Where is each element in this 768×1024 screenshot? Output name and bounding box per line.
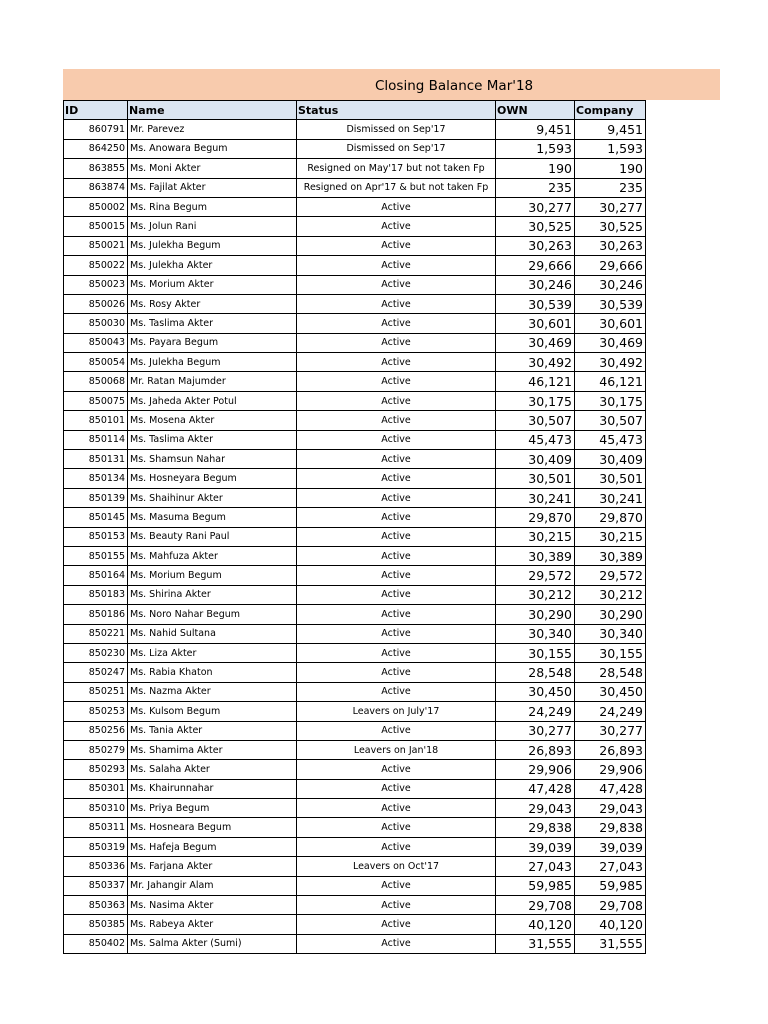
cell-name[interactable]: Ms. Morium Akter: [128, 275, 297, 294]
balance-table: [63, 100, 646, 954]
cell-own[interactable]: 59,985: [496, 876, 575, 895]
cell-own[interactable]: 190: [496, 159, 575, 178]
cell-own[interactable]: 29,043: [496, 799, 575, 818]
cell-own[interactable]: 46,121: [496, 372, 575, 391]
cell-company[interactable]: 29,906: [575, 760, 646, 779]
sheet-title: Closing Balance Mar'18: [375, 78, 534, 94]
cell-company[interactable]: 30,450: [575, 682, 646, 701]
cell-id[interactable]: 850402: [64, 934, 128, 953]
cell-id[interactable]: 863874: [64, 178, 128, 197]
cell-company[interactable]: 26,893: [575, 740, 646, 759]
table-row: [64, 643, 646, 662]
cell-name[interactable]: Ms. Moni Akter: [128, 159, 297, 178]
cell-company[interactable]: 30,246: [575, 275, 646, 294]
cell-id[interactable]: 850183: [64, 585, 128, 604]
table-row: [64, 353, 646, 372]
cell-name[interactable]: Ms. Hosneara Begum: [128, 818, 297, 837]
table-body: [64, 120, 646, 954]
cell-status[interactable]: Active: [297, 837, 496, 856]
cell-company[interactable]: 30,340: [575, 624, 646, 643]
cell-company[interactable]: 235: [575, 178, 646, 197]
cell-own[interactable]: 9,451: [496, 120, 575, 139]
cell-name[interactable]: Ms. Fajilat Akter: [128, 178, 297, 197]
table-row: [64, 256, 646, 275]
cell-name[interactable]: Ms. Taslima Akter: [128, 314, 297, 333]
cell-own[interactable]: 30,525: [496, 217, 575, 236]
cell-status[interactable]: Dismissed on Sep'17: [297, 120, 496, 139]
cell-company[interactable]: 28,548: [575, 663, 646, 682]
cell-id[interactable]: 850153: [64, 527, 128, 546]
cell-name[interactable]: Ms. Hafeja Begum: [128, 837, 297, 856]
cell-id[interactable]: 850068: [64, 372, 128, 391]
table-row: [64, 411, 646, 430]
cell-own[interactable]: 30,601: [496, 314, 575, 333]
table-row: [64, 624, 646, 643]
cell-own[interactable]: 28,548: [496, 663, 575, 682]
cell-own[interactable]: 26,893: [496, 740, 575, 759]
cell-own[interactable]: 29,572: [496, 566, 575, 585]
table-row: [64, 779, 646, 798]
cell-own[interactable]: 30,155: [496, 643, 575, 662]
cell-own[interactable]: 30,212: [496, 585, 575, 604]
cell-company[interactable]: 29,043: [575, 799, 646, 818]
cell-id[interactable]: 850251: [64, 682, 128, 701]
cell-company[interactable]: 30,469: [575, 333, 646, 352]
cell-id[interactable]: 850186: [64, 605, 128, 624]
cell-status[interactable]: Active: [297, 915, 496, 934]
cell-id[interactable]: 850311: [64, 818, 128, 837]
table-row: [64, 702, 646, 721]
cell-name[interactable]: Ms. Rosy Akter: [128, 294, 297, 313]
cell-name[interactable]: Ms. Liza Akter: [128, 643, 297, 662]
table-row: [64, 372, 646, 391]
cell-id[interactable]: 850030: [64, 314, 128, 333]
table-row: [64, 120, 646, 139]
cell-name[interactable]: Ms. Kulsom Begum: [128, 702, 297, 721]
cell-name[interactable]: Mr. Parevez: [128, 120, 297, 139]
cell-company[interactable]: 30,409: [575, 450, 646, 469]
table-row: [64, 236, 646, 255]
cell-company[interactable]: 1,593: [575, 139, 646, 158]
cell-id[interactable]: 850022: [64, 256, 128, 275]
cell-id[interactable]: 850385: [64, 915, 128, 934]
cell-name[interactable]: Ms. Mahfuza Akter: [128, 546, 297, 565]
cell-own[interactable]: 29,666: [496, 256, 575, 275]
cell-own[interactable]: 235: [496, 178, 575, 197]
cell-name[interactable]: Ms. Priya Begum: [128, 799, 297, 818]
cell-id[interactable]: 850301: [64, 779, 128, 798]
cell-company[interactable]: 30,175: [575, 391, 646, 410]
header-row: [64, 101, 646, 120]
cell-name[interactable]: Ms. Shirina Akter: [128, 585, 297, 604]
cell-own[interactable]: 30,539: [496, 294, 575, 313]
cell-name[interactable]: Ms. Beauty Rani Paul: [128, 527, 297, 546]
cell-company[interactable]: 46,121: [575, 372, 646, 391]
cell-status[interactable]: Active: [297, 314, 496, 333]
header-company[interactable]: Company: [575, 101, 646, 120]
cell-name[interactable]: Ms. Rabeya Akter: [128, 915, 297, 934]
cell-name[interactable]: Ms. Anowara Begum: [128, 139, 297, 158]
cell-company[interactable]: 30,525: [575, 217, 646, 236]
table-row: [64, 837, 646, 856]
header-id[interactable]: ID: [64, 101, 128, 120]
cell-company[interactable]: 30,492: [575, 353, 646, 372]
cell-status[interactable]: Active: [297, 256, 496, 275]
cell-id[interactable]: 850256: [64, 721, 128, 740]
cell-status[interactable]: Active: [297, 643, 496, 662]
cell-status[interactable]: Active: [297, 469, 496, 488]
cell-own[interactable]: 30,389: [496, 546, 575, 565]
table-row: [64, 314, 646, 333]
cell-id[interactable]: 850279: [64, 740, 128, 759]
cell-name[interactable]: Ms. Hosneyara Begum: [128, 469, 297, 488]
cell-status[interactable]: Active: [297, 527, 496, 546]
table-row: [64, 469, 646, 488]
cell-company[interactable]: 29,708: [575, 896, 646, 915]
cell-status[interactable]: Active: [297, 294, 496, 313]
table-row: [64, 139, 646, 158]
cell-name[interactable]: Ms. Farjana Akter: [128, 857, 297, 876]
cell-own[interactable]: 30,215: [496, 527, 575, 546]
cell-status[interactable]: Active: [297, 236, 496, 255]
cell-company[interactable]: 40,120: [575, 915, 646, 934]
cell-own[interactable]: 30,290: [496, 605, 575, 624]
cell-id[interactable]: 850026: [64, 294, 128, 313]
table-row: [64, 508, 646, 527]
cell-id[interactable]: 850319: [64, 837, 128, 856]
cell-status[interactable]: Active: [297, 624, 496, 643]
cell-company[interactable]: 29,572: [575, 566, 646, 585]
cell-own[interactable]: 47,428: [496, 779, 575, 798]
cell-own[interactable]: 30,277: [496, 721, 575, 740]
cell-status[interactable]: Active: [297, 721, 496, 740]
table-row: [64, 294, 646, 313]
cell-company[interactable]: 29,838: [575, 818, 646, 837]
cell-company[interactable]: 30,601: [575, 314, 646, 333]
cell-company[interactable]: 30,539: [575, 294, 646, 313]
cell-own[interactable]: 29,708: [496, 896, 575, 915]
cell-id[interactable]: 864250: [64, 139, 128, 158]
cell-own[interactable]: 40,120: [496, 915, 575, 934]
cell-name[interactable]: Ms. Shaihinur Akter: [128, 488, 297, 507]
table-row: [64, 546, 646, 565]
cell-status[interactable]: Active: [297, 372, 496, 391]
cell-own[interactable]: 30,241: [496, 488, 575, 507]
cell-company[interactable]: 30,263: [575, 236, 646, 255]
table-row: [64, 527, 646, 546]
cell-id[interactable]: 863855: [64, 159, 128, 178]
cell-company[interactable]: 190: [575, 159, 646, 178]
cell-id[interactable]: 850101: [64, 411, 128, 430]
cell-name[interactable]: Ms. Shamsun Nahar: [128, 450, 297, 469]
cell-company[interactable]: 30,212: [575, 585, 646, 604]
cell-id[interactable]: 850155: [64, 546, 128, 565]
cell-status[interactable]: Leavers on Oct'17: [297, 857, 496, 876]
cell-id[interactable]: 850075: [64, 391, 128, 410]
cell-name[interactable]: Ms. Salma Akter (Sumi): [128, 934, 297, 953]
cell-id[interactable]: 850310: [64, 799, 128, 818]
cell-status[interactable]: Active: [297, 566, 496, 585]
cell-id[interactable]: 850139: [64, 488, 128, 507]
cell-status[interactable]: Active: [297, 488, 496, 507]
table-row: [64, 799, 646, 818]
cell-company[interactable]: 45,473: [575, 430, 646, 449]
cell-company[interactable]: 31,555: [575, 934, 646, 953]
table-row: [64, 682, 646, 701]
cell-status[interactable]: Resigned on May'17 but not taken Fp: [297, 159, 496, 178]
cell-company[interactable]: 30,215: [575, 527, 646, 546]
cell-id[interactable]: 850363: [64, 896, 128, 915]
cell-company[interactable]: 47,428: [575, 779, 646, 798]
cell-id[interactable]: 850134: [64, 469, 128, 488]
table-row: [64, 488, 646, 507]
cell-status[interactable]: Active: [297, 411, 496, 430]
table-row: [64, 934, 646, 953]
table-row: [64, 391, 646, 410]
cell-name[interactable]: Ms. Tania Akter: [128, 721, 297, 740]
table-row: [64, 217, 646, 236]
cell-name[interactable]: Ms. Noro Nahar Begum: [128, 605, 297, 624]
cell-company[interactable]: 9,451: [575, 120, 646, 139]
cell-id[interactable]: 860791: [64, 120, 128, 139]
table-row: [64, 876, 646, 895]
cell-id[interactable]: 850337: [64, 876, 128, 895]
cell-status[interactable]: Active: [297, 508, 496, 527]
table-row: [64, 159, 646, 178]
cell-status[interactable]: Active: [297, 275, 496, 294]
table-row: [64, 566, 646, 585]
cell-own[interactable]: 30,450: [496, 682, 575, 701]
table-row: [64, 605, 646, 624]
cell-id[interactable]: 850145: [64, 508, 128, 527]
cell-name[interactable]: Mr. Jahangir Alam: [128, 876, 297, 895]
cell-own[interactable]: 30,340: [496, 624, 575, 643]
table-row: [64, 896, 646, 915]
cell-name[interactable]: Ms. Jolun Rani: [128, 217, 297, 236]
cell-status[interactable]: Active: [297, 546, 496, 565]
cell-status[interactable]: Active: [297, 585, 496, 604]
cell-own[interactable]: 30,507: [496, 411, 575, 430]
cell-name[interactable]: Ms. Khairunnahar: [128, 779, 297, 798]
cell-id[interactable]: 850336: [64, 857, 128, 876]
cell-company[interactable]: 30,501: [575, 469, 646, 488]
table-row: [64, 818, 646, 837]
cell-status[interactable]: Active: [297, 876, 496, 895]
cell-status[interactable]: Leavers on Jan'18: [297, 740, 496, 759]
cell-id[interactable]: 850054: [64, 353, 128, 372]
spreadsheet: [63, 69, 720, 954]
cell-id[interactable]: 850221: [64, 624, 128, 643]
cell-id[interactable]: 850230: [64, 643, 128, 662]
cell-own[interactable]: 27,043: [496, 857, 575, 876]
table-row: [64, 430, 646, 449]
cell-status[interactable]: Active: [297, 799, 496, 818]
cell-own[interactable]: 30,492: [496, 353, 575, 372]
cell-status[interactable]: Active: [297, 197, 496, 216]
cell-id[interactable]: 850293: [64, 760, 128, 779]
cell-own[interactable]: 45,473: [496, 430, 575, 449]
table-row: [64, 585, 646, 604]
cell-status[interactable]: Resigned on Apr'17 & but not taken Fp: [297, 178, 496, 197]
cell-own[interactable]: 30,246: [496, 275, 575, 294]
title-band: [63, 69, 720, 100]
cell-status[interactable]: Active: [297, 934, 496, 953]
table-row: [64, 333, 646, 352]
header-own[interactable]: OWN: [496, 101, 575, 120]
table-row: [64, 275, 646, 294]
cell-own[interactable]: 30,277: [496, 197, 575, 216]
cell-status[interactable]: Active: [297, 605, 496, 624]
cell-status[interactable]: Active: [297, 430, 496, 449]
cell-company[interactable]: 30,389: [575, 546, 646, 565]
cell-company[interactable]: 30,155: [575, 643, 646, 662]
cell-company[interactable]: 30,290: [575, 605, 646, 624]
table-row: [64, 857, 646, 876]
cell-own[interactable]: 31,555: [496, 934, 575, 953]
cell-status[interactable]: Active: [297, 779, 496, 798]
cell-status[interactable]: Leavers on July'17: [297, 702, 496, 721]
cell-name[interactable]: Ms. Morium Begum: [128, 566, 297, 585]
cell-id[interactable]: 850253: [64, 702, 128, 721]
cell-own[interactable]: 30,263: [496, 236, 575, 255]
cell-own[interactable]: 24,249: [496, 702, 575, 721]
cell-own[interactable]: 29,906: [496, 760, 575, 779]
table-row: [64, 915, 646, 934]
cell-status[interactable]: Active: [297, 391, 496, 410]
cell-own[interactable]: 30,469: [496, 333, 575, 352]
cell-company[interactable]: 30,277: [575, 197, 646, 216]
table-row: [64, 663, 646, 682]
cell-status[interactable]: Active: [297, 217, 496, 236]
table-row: [64, 760, 646, 779]
cell-name[interactable]: Ms. Mosena Akter: [128, 411, 297, 430]
cell-company[interactable]: 29,870: [575, 508, 646, 527]
cell-own[interactable]: 30,409: [496, 450, 575, 469]
table-row: [64, 740, 646, 759]
cell-company[interactable]: 29,666: [575, 256, 646, 275]
cell-status[interactable]: Dismissed on Sep'17: [297, 139, 496, 158]
cell-name[interactable]: Ms. Masuma Begum: [128, 508, 297, 527]
cell-id[interactable]: 850247: [64, 663, 128, 682]
table-row: [64, 178, 646, 197]
cell-id[interactable]: 850002: [64, 197, 128, 216]
cell-id[interactable]: 850131: [64, 450, 128, 469]
cell-status[interactable]: Active: [297, 682, 496, 701]
cell-own[interactable]: 1,593: [496, 139, 575, 158]
cell-name[interactable]: Ms. Payara Begum: [128, 333, 297, 352]
cell-status[interactable]: Active: [297, 333, 496, 352]
table-row: [64, 197, 646, 216]
cell-company[interactable]: 30,277: [575, 721, 646, 740]
cell-company[interactable]: 39,039: [575, 837, 646, 856]
cell-own[interactable]: 30,501: [496, 469, 575, 488]
cell-name[interactable]: Ms. Rina Begum: [128, 197, 297, 216]
cell-name[interactable]: Mr. Ratan Majumder: [128, 372, 297, 391]
cell-id[interactable]: 850023: [64, 275, 128, 294]
cell-name[interactable]: Ms. Rabia Khaton: [128, 663, 297, 682]
cell-id[interactable]: 850114: [64, 430, 128, 449]
table-row: [64, 450, 646, 469]
cell-name[interactable]: Ms. Salaha Akter: [128, 760, 297, 779]
cell-company[interactable]: 59,985: [575, 876, 646, 895]
cell-status[interactable]: Active: [297, 818, 496, 837]
cell-own[interactable]: 29,870: [496, 508, 575, 527]
cell-name[interactable]: Ms. Julekha Akter: [128, 256, 297, 275]
cell-status[interactable]: Active: [297, 760, 496, 779]
cell-own[interactable]: 30,175: [496, 391, 575, 410]
cell-name[interactable]: Ms. Shamima Akter: [128, 740, 297, 759]
cell-company[interactable]: 27,043: [575, 857, 646, 876]
cell-name[interactable]: Ms. Nazma Akter: [128, 682, 297, 701]
cell-company[interactable]: 30,241: [575, 488, 646, 507]
cell-status[interactable]: Active: [297, 896, 496, 915]
cell-id[interactable]: 850164: [64, 566, 128, 585]
header-name[interactable]: Name: [128, 101, 297, 120]
cell-company[interactable]: 24,249: [575, 702, 646, 721]
cell-id[interactable]: 850021: [64, 236, 128, 255]
header-status[interactable]: Status: [297, 101, 496, 120]
cell-name[interactable]: Ms. Nasima Akter: [128, 896, 297, 915]
cell-company[interactable]: 30,507: [575, 411, 646, 430]
cell-status[interactable]: Active: [297, 353, 496, 372]
table-row: [64, 721, 646, 740]
cell-id[interactable]: 850043: [64, 333, 128, 352]
cell-name[interactable]: Ms. Nahid Sultana: [128, 624, 297, 643]
cell-name[interactable]: Ms. Julekha Begum: [128, 236, 297, 255]
cell-status[interactable]: Active: [297, 450, 496, 469]
cell-own[interactable]: 39,039: [496, 837, 575, 856]
cell-id[interactable]: 850015: [64, 217, 128, 236]
cell-own[interactable]: 29,838: [496, 818, 575, 837]
cell-name[interactable]: Ms. Jaheda Akter Potul: [128, 391, 297, 410]
cell-name[interactable]: Ms. Taslima Akter: [128, 430, 297, 449]
cell-status[interactable]: Active: [297, 663, 496, 682]
cell-name[interactable]: Ms. Julekha Begum: [128, 353, 297, 372]
